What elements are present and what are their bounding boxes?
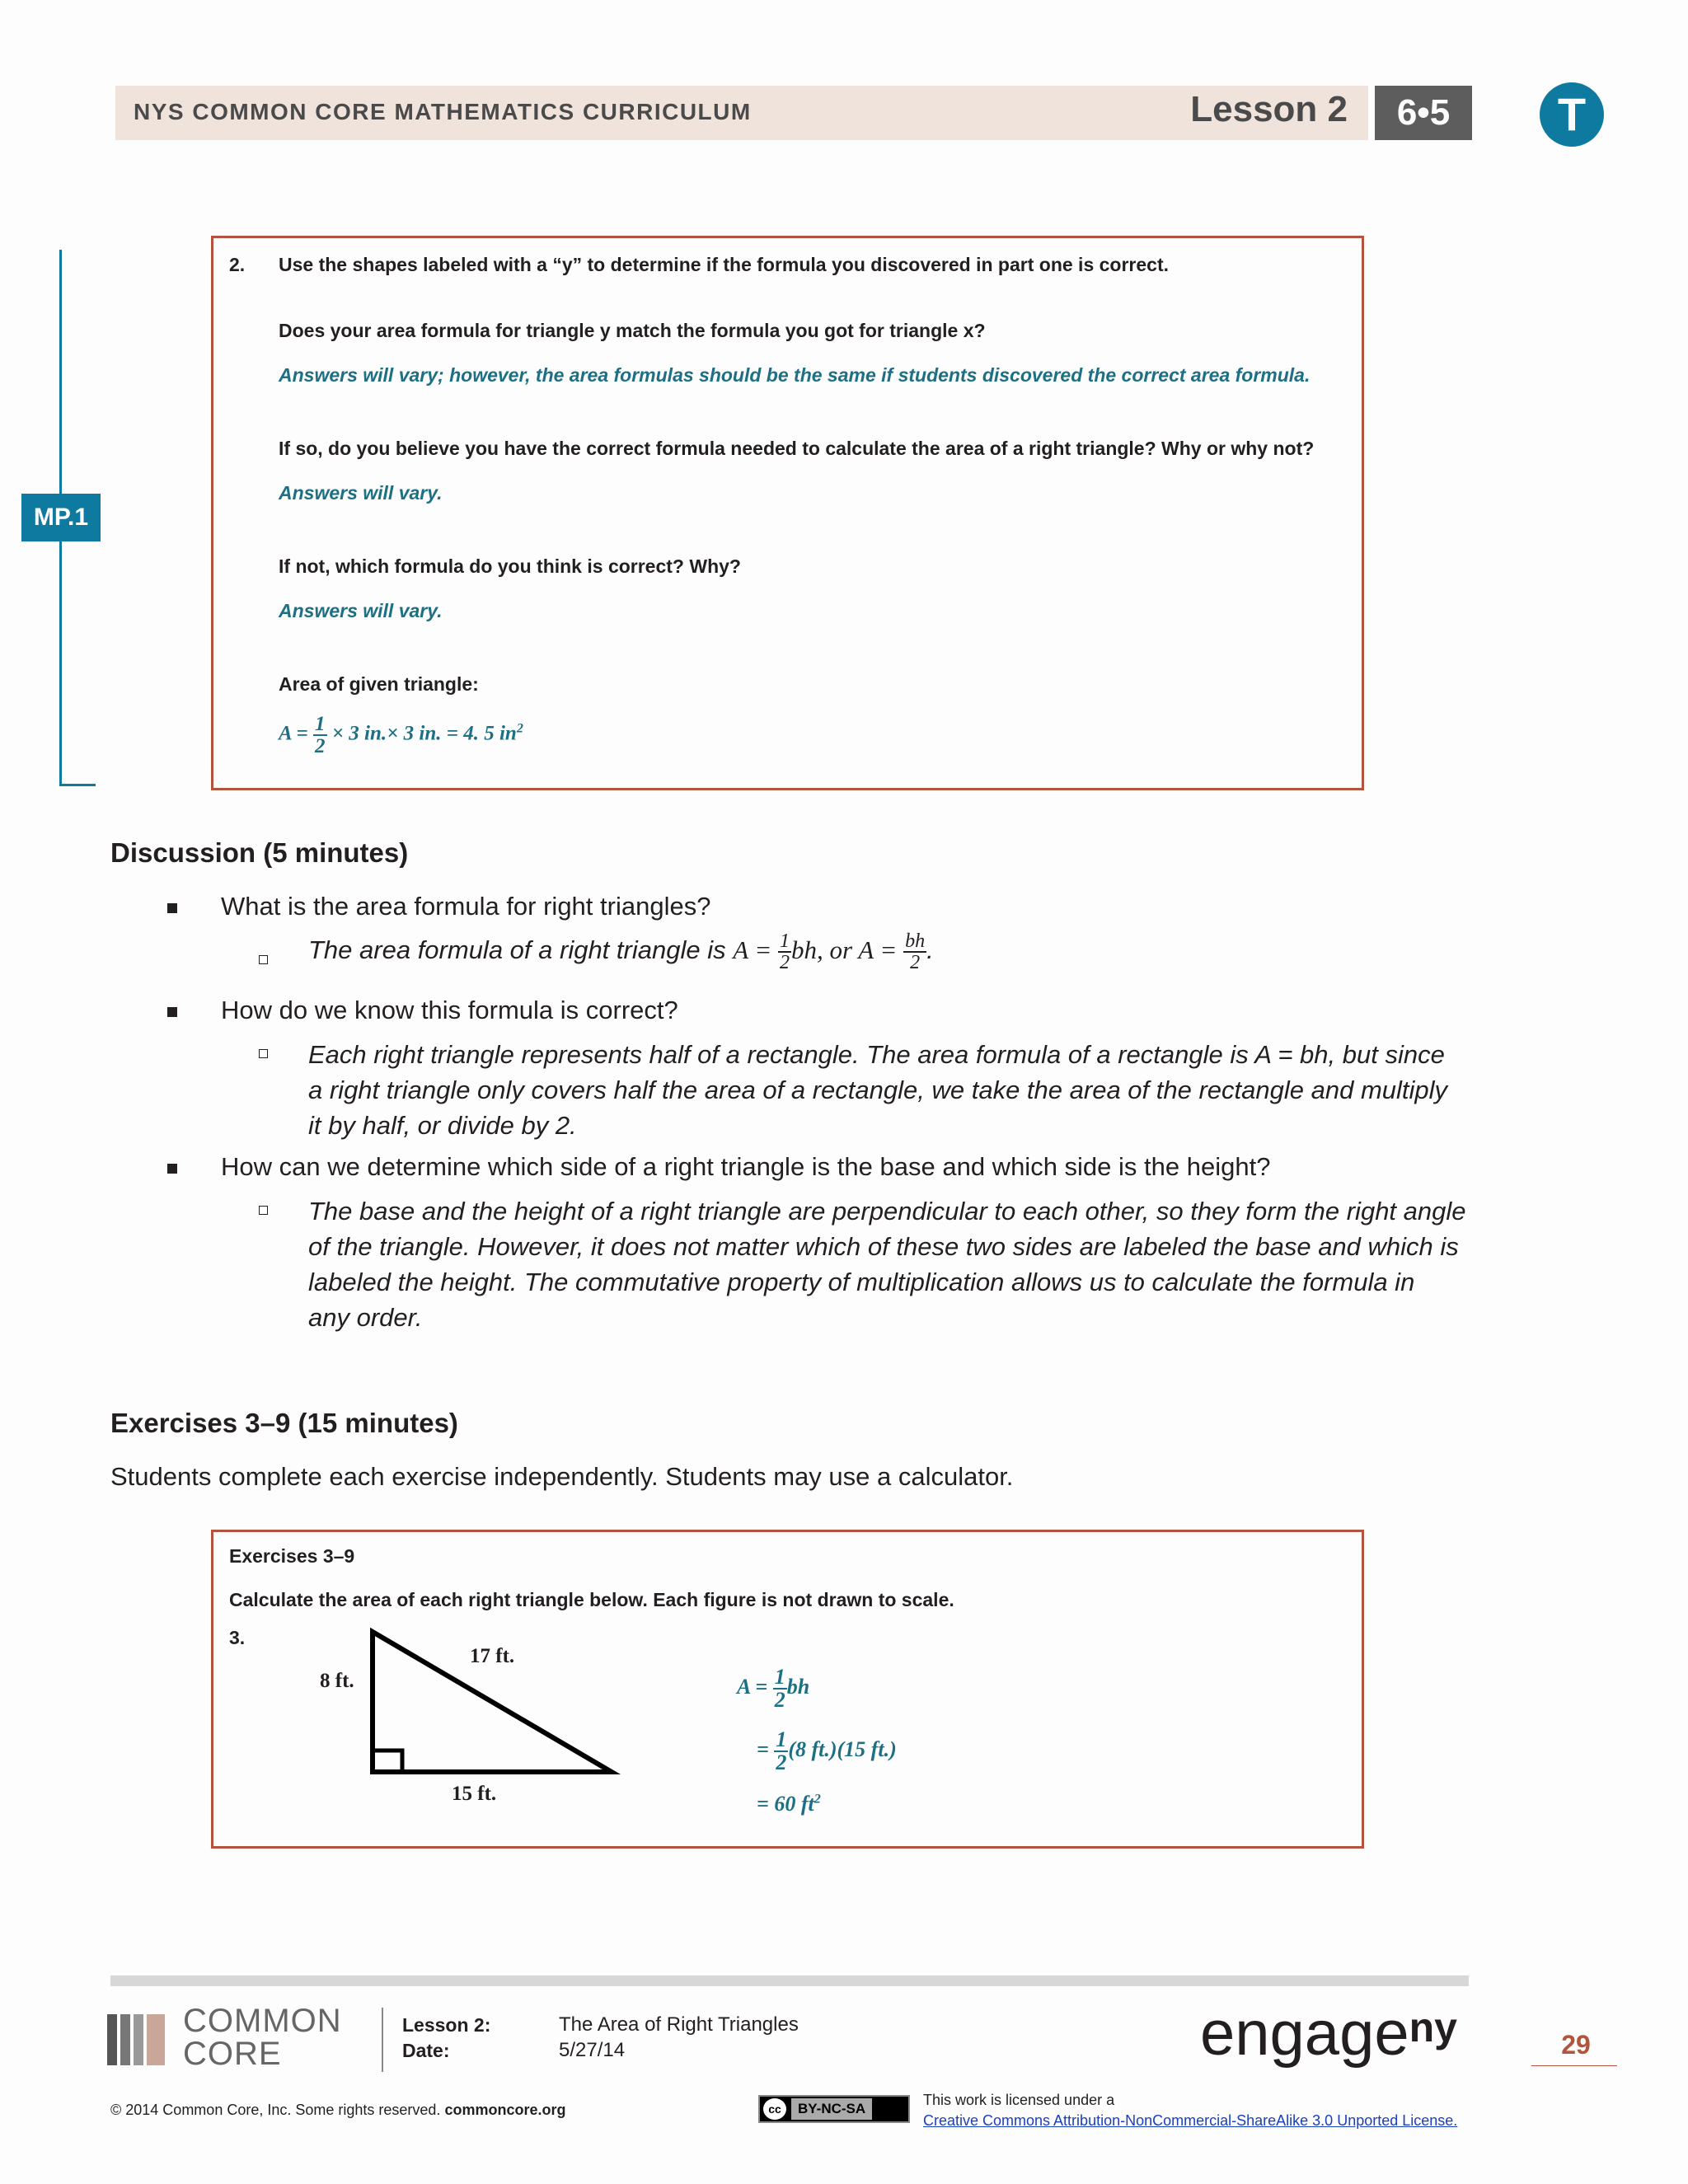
hypotenuse-label: 17 ft. <box>470 1645 515 1667</box>
bullet <box>167 1007 177 1017</box>
bullet <box>167 903 177 913</box>
discussion-answer-2-line-2: a right triangle only covers half the area of a rectangle, we take the area of the rectangle and multiply <box>308 1076 1448 1104</box>
discussion-question-2: How do we know this formula is correct? <box>221 996 678 1024</box>
teacher-edition-badge: T <box>1540 82 1604 147</box>
answer-2: Answers will vary. <box>279 482 443 504</box>
cc-license-badge: cc BY-NC-SA <box>758 2095 910 2123</box>
footer-bar <box>110 1975 1469 1986</box>
base-label: 15 ft. <box>452 1783 497 1805</box>
sub-bullet <box>259 1049 268 1058</box>
discussion-answer-3-line-2: of the triangle. However, it does not matter which of these two sides are labeled the base and which is <box>308 1232 1459 1261</box>
bullet <box>167 1164 177 1174</box>
exercises-heading: Exercises 3–9 (15 minutes) <box>110 1408 458 1438</box>
question-2: If so, do you believe you have the correct formula needed to calculate the area of a right triangle? Why or why not? <box>279 438 1315 459</box>
solution-line-3: = 60 $ft^2$ <box>757 1792 821 1816</box>
page-number-rule <box>1531 2065 1617 2066</box>
footer-lesson-title: The Area of Right Triangles <box>559 2013 799 2036</box>
mp-tag: MP.1 <box>21 494 101 541</box>
discussion-answer-3-line-4: any order. <box>308 1303 423 1332</box>
exercises-instruction: Calculate the area of each right triangle below. Each figure is not drawn to scale. <box>229 1589 954 1610</box>
discussion-answer-1: The area formula of a right triangle is A = $\frac{1}{2}$ bh, or A = $\frac{bh}{2}$ . <box>308 930 934 973</box>
area-label: Area of given triangle: <box>279 673 479 695</box>
license-text: This work is licensed under a <box>923 2092 1115 2108</box>
discussion-heading: Discussion (5 minutes) <box>110 837 409 868</box>
common-core-logo-text: COMMON CORE <box>183 2003 342 2072</box>
right-angle-marker <box>373 1750 402 1772</box>
question-1: Does your area formula for triangle y match the formula you got for triangle x? <box>279 320 986 341</box>
exercise-2-box <box>211 236 1364 790</box>
answer-3: Answers will vary. <box>279 600 443 621</box>
discussion-answer-3-line-3: labeled the height. The commutative property of multiplication allows us to calculate the formula in <box>308 1268 1415 1296</box>
footer-divider <box>382 2008 383 2072</box>
exercises-intro: Students complete each exercise independently. Students may use a calculator. <box>110 1462 1014 1491</box>
question-3: If not, which formula do you think is correct? Why? <box>279 555 741 577</box>
discussion-answer-2-line-1: Each right triangle represents half of a rectangle. The area formula of a rectangle is A = bh, but since <box>308 1040 1445 1069</box>
footer-date-label: Date: <box>402 2040 450 2061</box>
mp-bracket-foot <box>59 784 96 786</box>
exercises-box-title: Exercises 3–9 <box>229 1545 355 1567</box>
common-core-logo-mark <box>107 2011 170 2065</box>
cc-icon: cc <box>763 2098 786 2120</box>
discussion-question-3: How can we determine which side of a right triangle is the base and which side is the height? <box>221 1152 1271 1181</box>
answer-1: Answers will vary; however, the area formulas should be the same if students discovered the correct area formula. <box>279 364 1311 386</box>
footer-date: 5/27/14 <box>559 2039 626 2061</box>
exercise-number: 2. <box>229 254 246 275</box>
height-label: 8 ft. <box>320 1670 354 1692</box>
sub-bullet <box>259 955 268 964</box>
page-number: 29 <box>1561 2030 1591 2060</box>
copyright: © 2014 Common Core, Inc. Some rights reserved. commoncore.org <box>110 2102 566 2118</box>
discussion-question-1: What is the area formula for right triangles? <box>221 892 711 921</box>
license-link[interactable]: Creative Commons Attribution-NonCommercial-ShareAlike 3.0 Unported License. <box>923 2112 1458 2129</box>
area-equation: A = $\frac{1}{2}$ × 3 in.× 3 in. = 4. 5 $in^2$ <box>279 713 523 757</box>
exercise-3-number: 3. <box>229 1627 246 1648</box>
lesson-title: Lesson 2 <box>1190 89 1348 129</box>
discussion-answer-2-line-3: it by half, or divide by 2. <box>308 1111 577 1140</box>
engageny-logo: engage$^{ny}$ <box>1200 1999 1457 2069</box>
curriculum-title: NYS COMMON CORE MATHEMATICS CURRICULUM <box>134 99 752 124</box>
solution-line-1: A = $\frac{1}{2}$ bh <box>737 1665 810 1712</box>
solution-line-2: = $\frac{1}{2}$ (8 ft.)(15 ft.) <box>757 1727 897 1774</box>
exercise-prompt: Use the shapes labeled with a “y” to determine if the formula you discovered in part one is correct. <box>279 254 1170 275</box>
sub-bullet <box>259 1206 268 1215</box>
footer-lesson-label: Lesson 2: <box>402 2014 491 2036</box>
grade-module-badge: 6•5 <box>1375 86 1472 140</box>
discussion-answer-3-line-1: The base and the height of a right triangle are perpendicular to each other, so they form the right angle <box>308 1197 1466 1226</box>
